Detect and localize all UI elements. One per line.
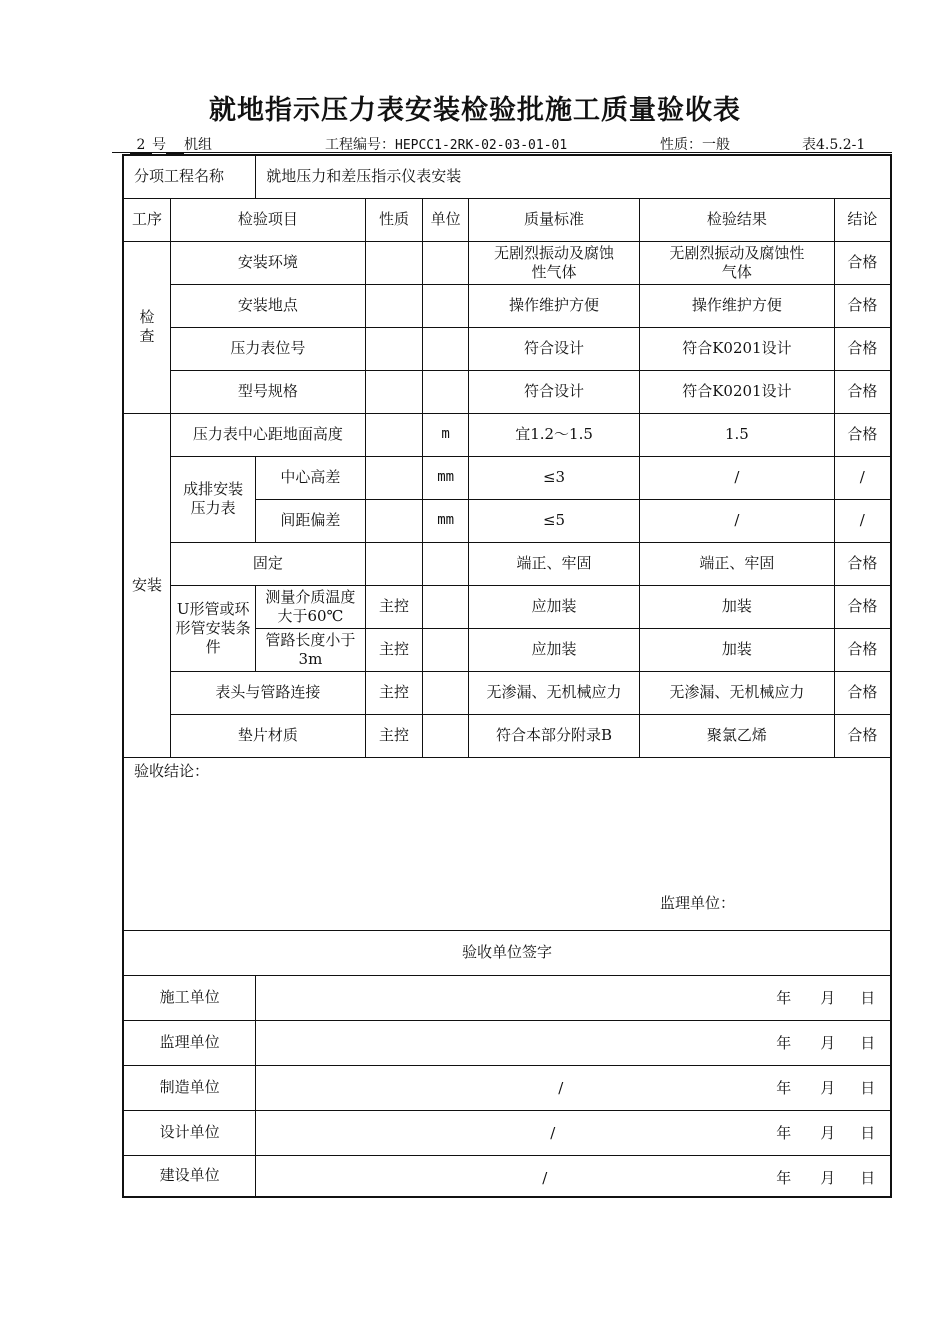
header-unit: 单位 [423, 198, 469, 241]
signature-field[interactable] [256, 975, 891, 1020]
month-label: 月 [820, 988, 836, 1007]
subitem-value: 就地压力和差压指示仪表安装 [256, 155, 891, 198]
row-nature [365, 370, 423, 413]
year-label: 年 [776, 1168, 792, 1187]
subitem-label: 分项工程名称 [123, 155, 256, 198]
row-unit [423, 241, 469, 284]
group-check [123, 241, 171, 413]
header-row [123, 198, 891, 241]
day-label: 日 [860, 1168, 876, 1187]
row-unit [423, 585, 469, 628]
signature-value: / [550, 1123, 556, 1142]
row-result: 无渗漏、无机械应力 [640, 671, 835, 714]
row-unit [423, 370, 469, 413]
day-label: 日 [860, 1123, 876, 1142]
signature-title: 验收单位签字 [123, 930, 891, 975]
row-conclusion: / [834, 456, 891, 499]
row-nature: 主控 [365, 585, 423, 628]
subitem-row [123, 155, 891, 198]
group-install: 安装 [123, 413, 171, 757]
row-item: 安装环境 [171, 241, 366, 284]
row-nature [365, 241, 423, 284]
row-unit [423, 284, 469, 327]
row-conclusion: 合格 [834, 413, 891, 456]
row-unit [423, 714, 469, 757]
table-row [123, 671, 891, 714]
page-title: 就地指示压力表安装检验批施工质量验收表 [209, 95, 741, 126]
table-row [123, 456, 891, 499]
unit-suffix: 号 [152, 137, 166, 153]
signature-unit-name: 建设单位 [123, 1155, 256, 1197]
row-unit: m [423, 413, 469, 456]
unit-label: 机组 [184, 137, 212, 153]
conclusion-cell [123, 757, 891, 930]
row-standard: 端正、牢固 [468, 542, 639, 585]
nature-field: 性质：一般 [660, 137, 730, 153]
row-standard: 无剧烈振动及腐蚀性气体 [468, 241, 639, 284]
row-item: 固定 [171, 542, 366, 585]
table-row [123, 585, 891, 628]
row-item: 压力表中心距地面高度 [171, 413, 366, 456]
year-label: 年 [776, 988, 792, 1007]
row-item: 垫片材质 [171, 714, 366, 757]
row-standard: 应加装 [468, 628, 639, 671]
inspection-table [122, 154, 892, 1198]
row-nature: 主控 [365, 628, 423, 671]
row-nature [365, 456, 423, 499]
header-standard: 质量标准 [468, 198, 639, 241]
row-unit [423, 542, 469, 585]
row-nature [365, 327, 423, 370]
conclusion-row [123, 757, 891, 930]
table-row [123, 542, 891, 585]
row-conclusion: 合格 [834, 585, 891, 628]
day-label: 日 [860, 988, 876, 1007]
table-row [123, 370, 891, 413]
signature-field[interactable] [256, 1155, 891, 1197]
table-number: 表4.5.2-1 [802, 137, 866, 153]
row-nature [365, 284, 423, 327]
table-row [123, 241, 891, 284]
project-code-label: 工程编号： [325, 137, 395, 153]
day-label: 日 [860, 1078, 876, 1097]
row-item: 型号规格 [171, 370, 366, 413]
unit-number: 2 [130, 137, 152, 154]
day-label: 日 [860, 1033, 876, 1052]
row-item: 间距偏差 [256, 499, 365, 542]
signature-value: / [558, 1078, 564, 1097]
row-result: 无剧烈振动及腐蚀性气体 [640, 241, 835, 284]
row-nature: 主控 [365, 714, 423, 757]
row-result: 1.5 [640, 413, 835, 456]
table-row [123, 284, 891, 327]
signature-row [123, 1065, 891, 1110]
signature-value: / [542, 1168, 548, 1187]
supervisor-label: 监理单位： [660, 893, 736, 912]
month-label: 月 [820, 1168, 836, 1187]
group-row-install: 成排安装压力表 [171, 456, 256, 542]
header-result: 检验结果 [640, 198, 835, 241]
signature-row [123, 1110, 891, 1155]
signature-field[interactable] [256, 1020, 891, 1065]
row-standard: ≤5 [468, 499, 639, 542]
conclusion-label: 验收结论： [134, 761, 210, 780]
row-standard: 无渗漏、无机械应力 [468, 671, 639, 714]
row-item: 表头与管路连接 [171, 671, 366, 714]
row-result: / [640, 499, 835, 542]
signature-unit-name: 施工单位 [123, 975, 256, 1020]
row-nature: 主控 [365, 671, 423, 714]
table-row [123, 327, 891, 370]
signature-title-row [123, 930, 891, 975]
year-label: 年 [776, 1033, 792, 1052]
table-row [123, 714, 891, 757]
signature-field[interactable] [256, 1110, 891, 1155]
row-item: 管路长度小于3m [256, 628, 365, 671]
year-label: 年 [776, 1078, 792, 1097]
year-label: 年 [776, 1123, 792, 1142]
signature-field[interactable] [256, 1065, 891, 1110]
row-conclusion: 合格 [834, 628, 891, 671]
row-result: 操作维护方便 [640, 284, 835, 327]
row-nature [365, 413, 423, 456]
unit-field [130, 134, 212, 154]
row-conclusion: 合格 [834, 542, 891, 585]
row-item: 压力表位号 [171, 327, 366, 370]
group-check-label: 检查 [139, 308, 155, 345]
row-standard: 符合设计 [468, 370, 639, 413]
signature-unit-name: 制造单位 [123, 1065, 256, 1110]
row-unit [423, 628, 469, 671]
header-conclusion: 结论 [834, 198, 891, 241]
row-standard: 符合设计 [468, 327, 639, 370]
row-conclusion: 合格 [834, 241, 891, 284]
row-unit [423, 327, 469, 370]
project-code [325, 134, 567, 154]
row-nature [365, 542, 423, 585]
row-standard: ≤3 [468, 456, 639, 499]
signature-row [123, 1020, 891, 1065]
row-standard: 应加装 [468, 585, 639, 628]
header-process: 工序 [123, 198, 171, 241]
row-result: 加装 [640, 585, 835, 628]
project-code-value: HEPCC1-2RK-02-03-01-01 [395, 138, 568, 153]
row-item: 测量介质温度大于60℃ [256, 585, 365, 628]
row-result: 加装 [640, 628, 835, 671]
row-conclusion: / [834, 499, 891, 542]
row-unit [423, 671, 469, 714]
row-result: 符合K0201设计 [640, 370, 835, 413]
row-conclusion: 合格 [834, 671, 891, 714]
signature-unit-name: 监理单位 [123, 1020, 256, 1065]
group-u-tube: U形管或环形管安装条件 [171, 585, 256, 671]
row-item: 中心高差 [256, 456, 365, 499]
header-item: 检验项目 [171, 198, 366, 241]
row-result: 符合K0201设计 [640, 327, 835, 370]
row-unit: mm [423, 456, 469, 499]
row-conclusion: 合格 [834, 284, 891, 327]
table-row [123, 413, 891, 456]
signature-row [123, 1155, 891, 1197]
signature-unit-name: 设计单位 [123, 1110, 256, 1155]
row-standard: 符合本部分附录B [468, 714, 639, 757]
row-nature [365, 499, 423, 542]
row-result: / [640, 456, 835, 499]
row-result: 聚氯乙烯 [640, 714, 835, 757]
row-item: 安装地点 [171, 284, 366, 327]
month-label: 月 [820, 1123, 836, 1142]
row-standard: 宜1.2～1.5 [468, 413, 639, 456]
row-result: 端正、牢固 [640, 542, 835, 585]
row-conclusion: 合格 [834, 714, 891, 757]
row-standard: 操作维护方便 [468, 284, 639, 327]
row-conclusion: 合格 [834, 370, 891, 413]
signature-row [123, 975, 891, 1020]
header-divider [112, 152, 892, 153]
row-unit: mm [423, 499, 469, 542]
month-label: 月 [820, 1033, 836, 1052]
month-label: 月 [820, 1078, 836, 1097]
header-nature: 性质 [365, 198, 423, 241]
row-conclusion: 合格 [834, 327, 891, 370]
